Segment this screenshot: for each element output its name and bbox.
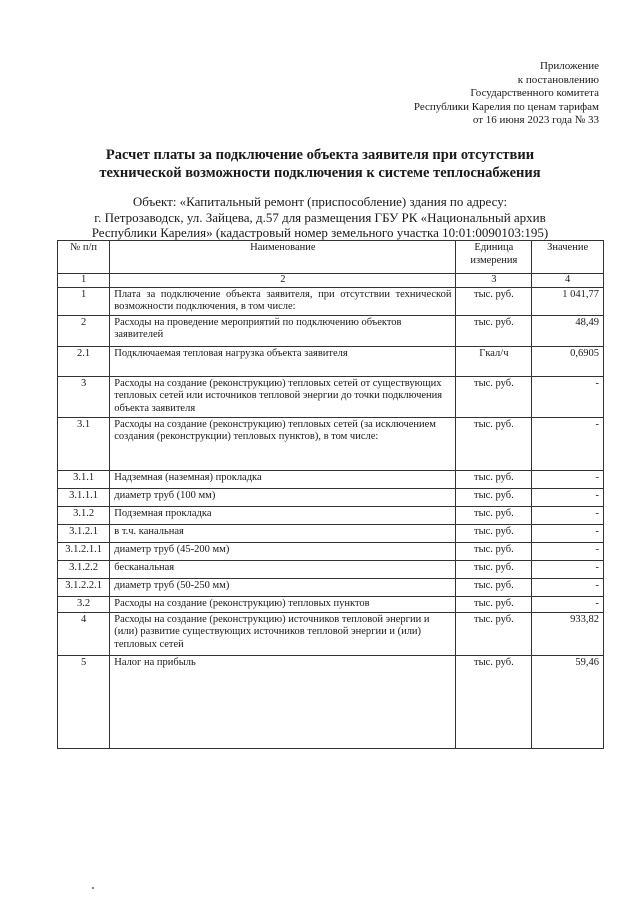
- appendix-line: Государственного комитета: [470, 87, 599, 99]
- header-unit: Единица измерения: [456, 241, 532, 274]
- table-row: [58, 578, 604, 596]
- row-number: 3.1.2.1.1: [58, 542, 110, 560]
- row-number: 3.1.2.2.1: [58, 578, 110, 596]
- row-number: 1: [58, 287, 110, 315]
- table-header-row: [58, 241, 604, 274]
- table-row: [58, 524, 604, 542]
- row-value: -: [532, 488, 604, 506]
- row-unit: тыс. руб.: [456, 470, 532, 488]
- row-name: Расходы на создание (реконструкцию) тепловых пунктов: [110, 596, 456, 612]
- calculation-table: [57, 240, 604, 749]
- row-number: 2: [58, 315, 110, 346]
- row-unit: тыс. руб.: [456, 417, 532, 470]
- row-name: Подключаемая тепловая нагрузка объекта заявителя: [110, 346, 456, 376]
- scan-speck: [92, 887, 94, 889]
- row-number: 3.1.2.1: [58, 524, 110, 542]
- row-name: в т.ч. канальная: [110, 524, 456, 542]
- object-line: Объект: «Капитальный ремонт (приспособление) здания по адресу:: [132, 194, 508, 209]
- table-row: [58, 542, 604, 560]
- row-value: -: [532, 524, 604, 542]
- row-unit: тыс. руб.: [456, 596, 532, 612]
- row-name: Расходы на создание (реконструкцию) тепловых сетей от существующих тепловых сетей или источников тепловой энергии до точки подключения объекта заявителя: [110, 376, 456, 417]
- row-number: 5: [58, 655, 110, 748]
- row-value: 1 041,77: [532, 287, 604, 315]
- table-row: [58, 315, 604, 346]
- row-number: 3.1.2.2: [58, 560, 110, 578]
- row-value: -: [532, 578, 604, 596]
- row-value: -: [532, 470, 604, 488]
- row-unit: тыс. руб.: [456, 655, 532, 748]
- table-row: [58, 417, 604, 470]
- table-row: [58, 655, 604, 748]
- header-name: Наименование: [110, 241, 456, 274]
- row-value: 48,49: [532, 315, 604, 346]
- row-number: 3.2: [58, 596, 110, 612]
- row-name: бесканальная: [110, 560, 456, 578]
- row-name: диаметр труб (50-250 мм): [110, 578, 456, 596]
- row-unit: тыс. руб.: [456, 578, 532, 596]
- header-number: № п/п: [58, 241, 110, 274]
- table-row: [58, 287, 604, 315]
- column-index: 3: [456, 274, 532, 288]
- row-name: Подземная прокладка: [110, 506, 456, 524]
- row-number: 3.1.2: [58, 506, 110, 524]
- row-name: диаметр труб (100 мм): [110, 488, 456, 506]
- row-unit: тыс. руб.: [456, 287, 532, 315]
- header-value: Значение: [532, 241, 604, 274]
- row-name: Расходы на создание (реконструкцию) тепловых сетей (за исключением создания (реконструкции) тепловых пунктов), в том числе:: [110, 417, 456, 470]
- row-unit: тыс. руб.: [456, 542, 532, 560]
- row-value: -: [532, 596, 604, 612]
- row-value: -: [532, 506, 604, 524]
- row-number: 3.1: [58, 417, 110, 470]
- table-row: [58, 488, 604, 506]
- row-unit: Гкал/ч: [456, 346, 532, 376]
- row-value: 933,82: [532, 612, 604, 655]
- appendix-line: к постановлению: [517, 73, 599, 86]
- appendix-line: Республики Карелия по ценам тарифам: [413, 100, 599, 113]
- appendix-line: от 16 июня 2023 года № 33: [472, 114, 599, 126]
- row-unit: тыс. руб.: [456, 524, 532, 542]
- object-line: Республики Карелия» (кадастровый номер земельного участка 10:01:0090103:195): [91, 225, 549, 240]
- row-unit: тыс. руб.: [456, 560, 532, 578]
- row-number: 3: [58, 376, 110, 417]
- row-number: 3.1.1.1: [58, 488, 110, 506]
- object-description: [40, 194, 600, 241]
- column-index-row: [58, 274, 604, 288]
- row-number: 3.1.1: [58, 470, 110, 488]
- row-name: диаметр труб (45-200 мм): [110, 542, 456, 560]
- row-number: 4: [58, 612, 110, 655]
- table-row: [58, 612, 604, 655]
- table-row: [58, 470, 604, 488]
- table-row: [58, 506, 604, 524]
- column-index: 2: [110, 274, 456, 288]
- row-value: -: [532, 560, 604, 578]
- row-name: Плата за подключение объекта заявителя, при отсутствии технической возможности подключения, в том числе:: [110, 287, 456, 315]
- row-unit: тыс. руб.: [456, 315, 532, 346]
- table-row: [58, 596, 604, 612]
- row-value: -: [532, 542, 604, 560]
- column-index: 1: [58, 274, 110, 288]
- column-index: 4: [532, 274, 604, 288]
- table-row: [58, 346, 604, 376]
- row-value: 0,6905: [532, 346, 604, 376]
- document-title: [40, 146, 600, 182]
- row-name: Расходы на проведение мероприятий по подключению объектов заявителей: [110, 315, 456, 346]
- object-line: г. Петрозаводск, ул. Зайцева, д.57 для размещения ГБУ РК «Национальный архив: [94, 209, 546, 225]
- row-value: 59,46: [532, 655, 604, 748]
- row-value: -: [532, 417, 604, 470]
- row-name: Надземная (наземная) прокладка: [110, 470, 456, 488]
- row-unit: тыс. руб.: [456, 376, 532, 417]
- row-name: Налог на прибыль: [110, 655, 456, 748]
- appendix-line: Приложение: [539, 60, 599, 72]
- row-unit: тыс. руб.: [456, 488, 532, 506]
- table-row: [58, 376, 604, 417]
- row-name: Расходы на создание (реконструкцию) источников тепловой энергии и (или) развитие существующих источников тепловой энергии и (или) тепловых сетей: [110, 612, 456, 655]
- title-line: технической возможности подключения к системе теплоснабжения: [99, 165, 541, 181]
- appendix-block: [414, 60, 599, 128]
- title-line: Расчет платы за подключение объекта заявителя при отсутствии: [105, 147, 535, 163]
- row-value: -: [532, 376, 604, 417]
- row-number: 2.1: [58, 346, 110, 376]
- row-unit: тыс. руб.: [456, 612, 532, 655]
- row-unit: тыс. руб.: [456, 506, 532, 524]
- table-row: [58, 560, 604, 578]
